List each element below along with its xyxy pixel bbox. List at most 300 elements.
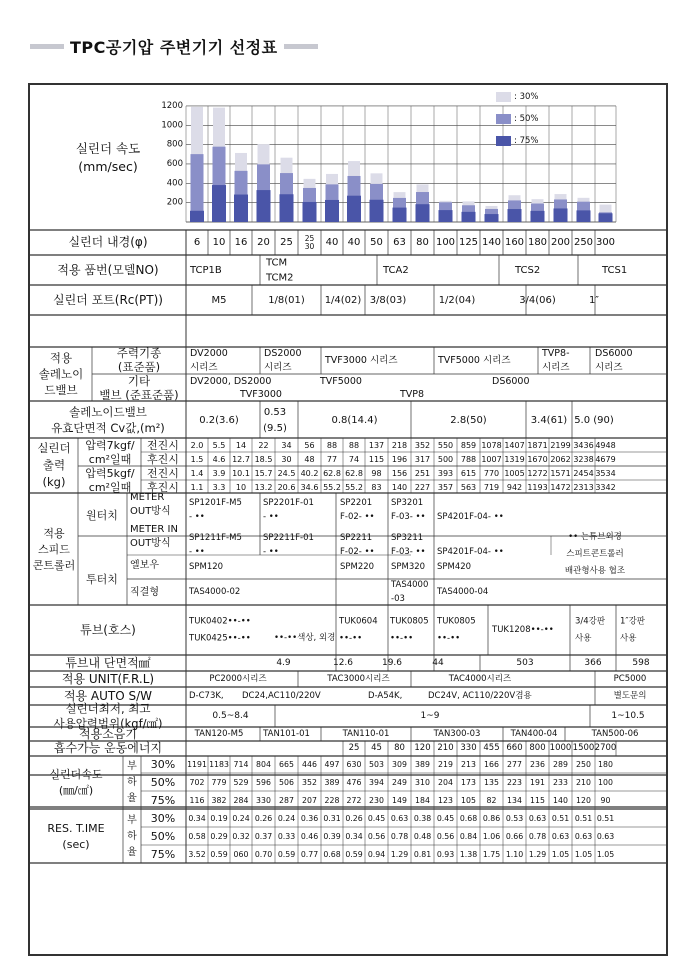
force-value: 859 <box>460 440 477 450</box>
cell-text: DS6000 시리즈 <box>595 347 633 373</box>
speed-value: 330 <box>256 795 271 805</box>
res-time-value: 0.63 <box>596 831 615 841</box>
cell-text: TVP8 <box>400 388 425 400</box>
bore-value: 40 <box>325 236 339 248</box>
speed-value: 184 <box>415 795 430 805</box>
selection-table-frame <box>28 83 668 956</box>
force-value: 770 <box>483 468 500 478</box>
y-tick-label: 400 <box>166 178 183 189</box>
speed-value: 249 <box>392 777 407 787</box>
force-value: 14 <box>235 440 247 450</box>
force-value: 1407 <box>504 440 525 450</box>
speed-value: 123 <box>438 795 453 805</box>
cell-text: •• 는튜브외경 스피트콘트롤러 배관형사용 협조 <box>564 532 626 576</box>
res-time-value: 0.38 <box>413 813 432 823</box>
res-time-value: 0.26 <box>254 813 273 823</box>
cell-text: SPM120 <box>189 562 224 572</box>
speed-value: 204 <box>438 777 453 787</box>
force-value: 12.7 <box>232 454 250 464</box>
cell-text: SPM320 <box>391 562 426 572</box>
force-value: 615 <box>460 468 477 478</box>
energy-value: 1000 <box>549 743 572 753</box>
bar-75 <box>508 209 522 222</box>
speed-value: 210 <box>576 777 591 787</box>
force-value: 1078 <box>481 440 502 450</box>
cell-text: SPM420 <box>437 562 472 572</box>
res-time-value: 0.68 <box>323 849 341 859</box>
force-value: 34 <box>281 440 292 450</box>
force-value: 550 <box>437 440 454 450</box>
force-value: 563 <box>460 482 477 492</box>
cell-text: TUK1208••-•• <box>492 625 554 635</box>
res-time-value: 0.66 <box>505 831 524 841</box>
title-left-bar <box>30 44 64 49</box>
force-value: 5.5 <box>212 440 226 450</box>
bar-75 <box>212 185 226 222</box>
cell-text: SPM220 <box>340 562 375 572</box>
cell-text: DV2000 시리즈 <box>190 347 228 373</box>
bar-75 <box>599 213 613 222</box>
y-tick-label: 600 <box>166 158 183 169</box>
bar-75 <box>234 195 248 222</box>
res-time-value: 0.59 <box>345 849 363 859</box>
cell-text: M5 <box>211 294 227 306</box>
force-value: 20.6 <box>277 482 296 492</box>
force-value: 317 <box>414 454 431 464</box>
cell-text: TUK0805 ••-•• <box>390 616 429 644</box>
row-label-tube-area: 튜브내 단면적㎟ <box>65 656 151 670</box>
cell-text: 투터치 <box>86 572 118 586</box>
speed-value: 665 <box>279 759 294 769</box>
force-value: 48 <box>304 454 315 464</box>
y-tick-label: 1000 <box>161 120 183 131</box>
force-value: 15.7 <box>254 468 273 478</box>
res-time-value: 1.38 <box>459 849 478 859</box>
force-value: 1.1 <box>190 482 204 492</box>
bore-value: 16 <box>234 236 248 248</box>
bar-75 <box>577 210 591 222</box>
res-time-value: 0.70 <box>254 849 273 859</box>
res-time-value: 1.05 <box>596 849 615 859</box>
speed-value: 207 <box>302 795 317 805</box>
speed-value: 389 <box>415 759 430 769</box>
cell-text: SP1211F-M5 - •• <box>189 533 242 557</box>
row-label-energy: 흡수가능 운동에너지 <box>53 741 163 755</box>
y-axis-label: 실린더 속도 (mm/sec) <box>75 140 141 174</box>
bore-value: 50 <box>370 236 383 248</box>
force-value: 156 <box>391 468 408 478</box>
force-value: 218 <box>391 440 408 450</box>
cell-text: 3/4(06) <box>519 294 556 306</box>
speed-value: 149 <box>392 795 407 805</box>
speed-value: 352 <box>302 777 317 787</box>
res-time-value: 0.19 <box>210 813 228 823</box>
speed-value: 173 <box>461 777 476 787</box>
cell-text: 19.6 <box>381 658 403 668</box>
res-time-value: 0.68 <box>459 813 478 823</box>
cell-text: SP2201F-01 - •• <box>263 498 314 522</box>
energy-value: 1500 <box>572 743 595 753</box>
force-value: 3.9 <box>212 468 226 478</box>
cell-text: 엘보우 <box>130 559 159 571</box>
cell-text: 주력기종 (표준품) <box>116 346 162 374</box>
res-time-value: 0.58 <box>188 831 206 841</box>
res-time-value: 0.51 <box>596 813 615 823</box>
row-label-pressure: 실린더최저, 최고 사용압력범위(kgf/㎠) <box>53 701 163 731</box>
force-value: 3436 <box>573 440 594 450</box>
force-value: 2313 <box>573 482 594 492</box>
cell-text: 503 <box>516 658 534 668</box>
cell-text: 50% <box>150 829 176 843</box>
force-value: 3238 <box>573 454 594 464</box>
cell-text: 원터치 <box>86 508 118 522</box>
speed-value: 90 <box>600 795 611 805</box>
cell-text: TCP1B <box>190 264 222 276</box>
res-time-value: 0.63 <box>528 813 547 823</box>
cell-text: TVP8-시리즈 <box>542 347 570 373</box>
cell-text: SP4201F-04- •• <box>437 512 504 522</box>
speed-value: 236 <box>530 759 545 769</box>
force-value: 18.5 <box>254 454 273 464</box>
energy-value: 210 <box>437 743 454 753</box>
speed-value: 506 <box>279 777 294 787</box>
force-value: 1319 <box>504 454 525 464</box>
res-time-value: 0.78 <box>390 831 409 841</box>
cell-text: 1″ <box>588 294 600 306</box>
cell-text: SP1201F-M5 - •• <box>189 498 242 522</box>
force-value: 4679 <box>595 454 616 464</box>
force-value: 115 <box>368 454 385 464</box>
cell-text: TAN110-01 <box>342 729 390 739</box>
force-value: 2062 <box>550 454 571 464</box>
cell-text: PC5000 <box>613 674 647 684</box>
force-value: 74 <box>348 454 360 464</box>
res-time-value: 0.33 <box>277 831 296 841</box>
y-tick-label: 1200 <box>161 100 183 111</box>
energy-value: 455 <box>483 743 500 753</box>
res-time-value: 1.29 <box>528 849 547 859</box>
res-time-value: 1.05 <box>574 849 593 859</box>
speed-value: 476 <box>346 777 362 787</box>
bore-value: 125 <box>458 236 479 248</box>
force-value: 140 <box>391 482 408 492</box>
force-value: 77 <box>326 454 338 464</box>
speed-value: 497 <box>324 759 340 769</box>
force-value: 196 <box>391 454 408 464</box>
speed-value: 116 <box>189 795 205 805</box>
row-label-port: 실린더 포트(Rc(PT)) <box>52 293 164 307</box>
page-title <box>30 36 318 56</box>
cell-text: 1~9 <box>420 711 440 721</box>
speed-value: 140 <box>553 795 568 805</box>
bore-value: 200 <box>550 236 571 248</box>
speed-value: 105 <box>461 795 476 805</box>
res-time-value: 0.48 <box>413 831 432 841</box>
cell-text: 5.0 (90) <box>574 414 614 426</box>
cell-text: 0.2(3.6) <box>199 414 239 426</box>
speed-value: 115 <box>530 795 545 805</box>
legend-swatch <box>496 136 511 146</box>
bar-75 <box>485 214 499 222</box>
bar-75 <box>325 200 339 222</box>
selection-table <box>30 85 666 954</box>
force-value: 1193 <box>527 482 548 492</box>
speed-value: 804 <box>256 759 271 769</box>
force-value: 942 <box>506 482 523 492</box>
cell-text: DC24V, AC110/220V겸용 <box>428 691 532 701</box>
force-value: 62.8 <box>323 468 341 478</box>
cell-text: DS6000 <box>492 375 530 387</box>
cell-text: DC24,AC110/220V <box>242 691 321 701</box>
cell-text: 3.4(61) <box>530 414 568 426</box>
cell-text: TVF5000 시리즈 <box>438 354 511 366</box>
force-value: 24.5 <box>277 468 296 478</box>
cell-text: TAS4000 -03 <box>391 580 429 604</box>
cell-text: TUK0604 ••-•• <box>339 616 378 644</box>
speed-value: 389 <box>324 777 340 787</box>
bore-value: 160 <box>504 236 525 248</box>
res-time-value: 0.63 <box>551 831 570 841</box>
speed-value: 596 <box>256 777 271 787</box>
res-time-value: 0.46 <box>300 831 319 841</box>
cell-text: ••-••색상, 외경 <box>274 633 336 643</box>
res-time-value: 0.51 <box>574 813 593 823</box>
res-time-value: 0.24 <box>277 813 296 823</box>
speed-value: 213 <box>461 759 476 769</box>
cell-text: TAN120-M5 <box>194 729 244 739</box>
speed-value: 382 <box>211 795 227 805</box>
bore-value: 180 <box>527 236 548 248</box>
force-value: 10.1 <box>232 468 250 478</box>
cell-text: 후진시 <box>147 480 179 494</box>
speed-value: 309 <box>392 759 407 769</box>
force-value: 56 <box>304 440 315 450</box>
cell-text: TAS4000-02 <box>189 587 241 597</box>
speed-value: 394 <box>369 777 384 787</box>
cell-text: 366 <box>584 658 602 668</box>
res-time-value: 0.93 <box>436 849 455 859</box>
energy-value: 80 <box>394 743 405 753</box>
force-value: 393 <box>437 468 454 478</box>
speed-value: 284 <box>233 795 249 805</box>
cell-text: 기타 밸브 (준표준품) <box>99 374 179 402</box>
force-value: 1670 <box>527 454 548 464</box>
row-label-auto-sw: 적용 AUTO S/W <box>63 689 153 703</box>
force-value: 1272 <box>527 468 548 478</box>
bore-value: 250 <box>573 236 594 248</box>
y-tick-label: 800 <box>166 139 183 150</box>
speed-value: 135 <box>484 777 499 787</box>
cell-text: 0.53 (9.5) <box>263 406 287 434</box>
cell-text: 75% <box>150 793 176 807</box>
cell-text: 50% <box>150 775 176 789</box>
cell-text: TAN500-06 <box>591 729 639 739</box>
force-value: 1472 <box>550 482 571 492</box>
speed-value: 180 <box>598 759 613 769</box>
cell-text: SP4201F-04- •• <box>437 547 504 557</box>
speed-value: 529 <box>233 777 249 787</box>
row-label-res-time: RES. T.IME (sec) <box>47 821 105 851</box>
force-value: 34.6 <box>300 482 319 492</box>
res-time-value: 0.24 <box>232 813 250 823</box>
row-label-cv: 솔레노이드밸브 유효단면적 Cv값,(m²) <box>51 405 165 435</box>
res-time-value: 0.34 <box>345 831 363 841</box>
cell-text: 25 30 <box>304 233 315 251</box>
res-time-value: 0.39 <box>323 831 341 841</box>
bar-75 <box>370 200 384 222</box>
res-time-value: 0.45 <box>367 813 386 823</box>
res-time-value: 0.56 <box>436 831 455 841</box>
res-time-value: 0.63 <box>390 813 409 823</box>
cell-text: TAN101-01 <box>263 729 310 739</box>
speed-value: 219 <box>438 759 453 769</box>
speed-value: 310 <box>415 777 430 787</box>
res-time-value: 1.05 <box>551 849 570 859</box>
cell-text: METER IN OUT방식 <box>130 523 178 549</box>
cell-text: SP2211F-01 - •• <box>263 533 314 557</box>
bar-75 <box>280 194 294 222</box>
res-time-value: 0.31 <box>323 813 341 823</box>
cell-text: TCA2 <box>383 264 409 276</box>
force-value: 1.5 <box>190 454 204 464</box>
row-label-tube: 튜브(호스) <box>80 623 136 637</box>
force-value: 719 <box>483 482 500 492</box>
res-time-value: 0.81 <box>413 849 432 859</box>
bore-value: 25 <box>280 236 293 248</box>
speed-value: 82 <box>486 795 497 805</box>
res-time-value: 0.26 <box>345 813 363 823</box>
title-text: TPC공기압 주변기기 선정표 <box>70 37 278 57</box>
speed-value: 120 <box>576 795 591 805</box>
force-value: 788 <box>460 454 477 464</box>
cell-text: SP2201 F-02- •• <box>340 498 375 522</box>
res-time-value: 0.77 <box>300 849 319 859</box>
force-value: 83 <box>371 482 382 492</box>
cell-text: TCM TCM2 <box>266 257 294 283</box>
speed-value: 100 <box>598 777 613 787</box>
bar-75 <box>303 202 317 222</box>
cell-text: TUK0805 ••-•• <box>437 616 476 644</box>
res-time-value: 1.75 <box>482 849 501 859</box>
force-value: 62.8 <box>345 468 363 478</box>
cell-text: TAN300-03 <box>433 729 481 739</box>
force-value: 1007 <box>481 454 502 464</box>
res-time-value: 0.63 <box>574 831 593 841</box>
cell-text: TVF3000 <box>240 388 282 400</box>
force-value: 2454 <box>573 468 594 478</box>
speed-value: 503 <box>369 759 384 769</box>
force-value: 30 <box>281 454 292 464</box>
force-value: 2.0 <box>190 440 204 450</box>
bar-75 <box>347 196 361 222</box>
bore-value: 300 <box>595 236 616 248</box>
legend-label: : 30% <box>514 92 539 102</box>
row-label-solenoid: 적용 솔레노이 드밸브 <box>38 351 84 397</box>
force-value: 55.2 <box>345 482 363 492</box>
bore-value: 140 <box>481 236 502 248</box>
force-value: 500 <box>437 454 454 464</box>
cell-text: DS2000 시리즈 <box>264 347 302 373</box>
cell-text: 후진시 <box>147 452 179 466</box>
cell-text: 1~10.5 <box>611 711 645 721</box>
speed-value: 702 <box>189 777 205 787</box>
speed-value: 228 <box>324 795 340 805</box>
force-value: 1871 <box>527 440 548 450</box>
row-label-silencer: 적용소음기 <box>79 727 137 741</box>
bar-75 <box>416 204 430 222</box>
cell-text: 별도문의 <box>613 691 647 701</box>
res-time-value: 1.06 <box>482 831 501 841</box>
cell-text: 부 하 율 <box>127 814 137 858</box>
cell-text: 1/8(01) <box>268 294 305 306</box>
energy-value: 330 <box>460 743 477 753</box>
row-label-frl: 적용 UNIT(F.R.L) <box>61 672 155 686</box>
speed-value: 1183 <box>209 759 229 769</box>
speed-value: 1191 <box>187 759 207 769</box>
energy-value: 800 <box>529 743 546 753</box>
speed-value: 277 <box>507 759 522 769</box>
force-value: 352 <box>414 440 431 450</box>
bar-75 <box>190 211 204 222</box>
cell-text: TUK0402••-•• TUK0425••-•• <box>189 616 251 644</box>
cell-text: 압력5kgf/ cm²일때 <box>85 466 135 494</box>
cell-text: 전진시 <box>147 438 179 452</box>
res-time-value: 1.29 <box>390 849 409 859</box>
res-time-value: 0.84 <box>459 831 478 841</box>
bore-value: 100 <box>435 236 456 248</box>
force-value: 22 <box>258 440 269 450</box>
cell-text: TVF3000 시리즈 <box>325 354 398 366</box>
force-value: 3342 <box>595 482 616 492</box>
energy-value: 120 <box>414 743 431 753</box>
speed-value: 134 <box>507 795 522 805</box>
bore-value: 40 <box>347 236 361 248</box>
energy-value: 25 <box>348 743 360 753</box>
force-value: 98 <box>371 468 382 478</box>
cell-text: 4.9 <box>276 658 291 668</box>
cell-text: 30% <box>150 811 176 825</box>
cell-text: 598 <box>632 658 650 668</box>
speed-value: 714 <box>233 759 249 769</box>
bar-75 <box>462 212 476 222</box>
force-value: 3534 <box>595 468 616 478</box>
cell-text: 0.8(14.4) <box>331 414 378 426</box>
cell-text: 3/8(03) <box>369 294 407 306</box>
bore-value: 63 <box>393 236 406 248</box>
legend-swatch <box>496 92 511 102</box>
force-value: 251 <box>414 468 431 478</box>
res-time-value: 060 <box>233 849 249 859</box>
cell-text: TAS4000-04 <box>437 587 489 597</box>
force-value: 10 <box>235 482 247 492</box>
cell-text: PC2000시리즈 <box>209 674 267 684</box>
cell-text: D-C73K, <box>189 691 224 701</box>
speed-value: 166 <box>484 759 499 769</box>
res-time-value: 0.59 <box>210 849 228 859</box>
bore-value: 6 <box>193 236 201 248</box>
speed-value: 223 <box>507 777 522 787</box>
res-time-value: 0.29 <box>210 831 228 841</box>
res-time-value: 0.86 <box>482 813 501 823</box>
energy-value: 660 <box>506 743 523 753</box>
force-value: 13.2 <box>254 482 273 492</box>
force-value: 40.2 <box>300 468 319 478</box>
bar-75 <box>554 208 568 222</box>
cell-text: 직결형 <box>130 586 159 598</box>
speed-value: 191 <box>530 777 545 787</box>
cell-text: 전진시 <box>147 466 179 480</box>
title-right-bar <box>284 44 318 49</box>
